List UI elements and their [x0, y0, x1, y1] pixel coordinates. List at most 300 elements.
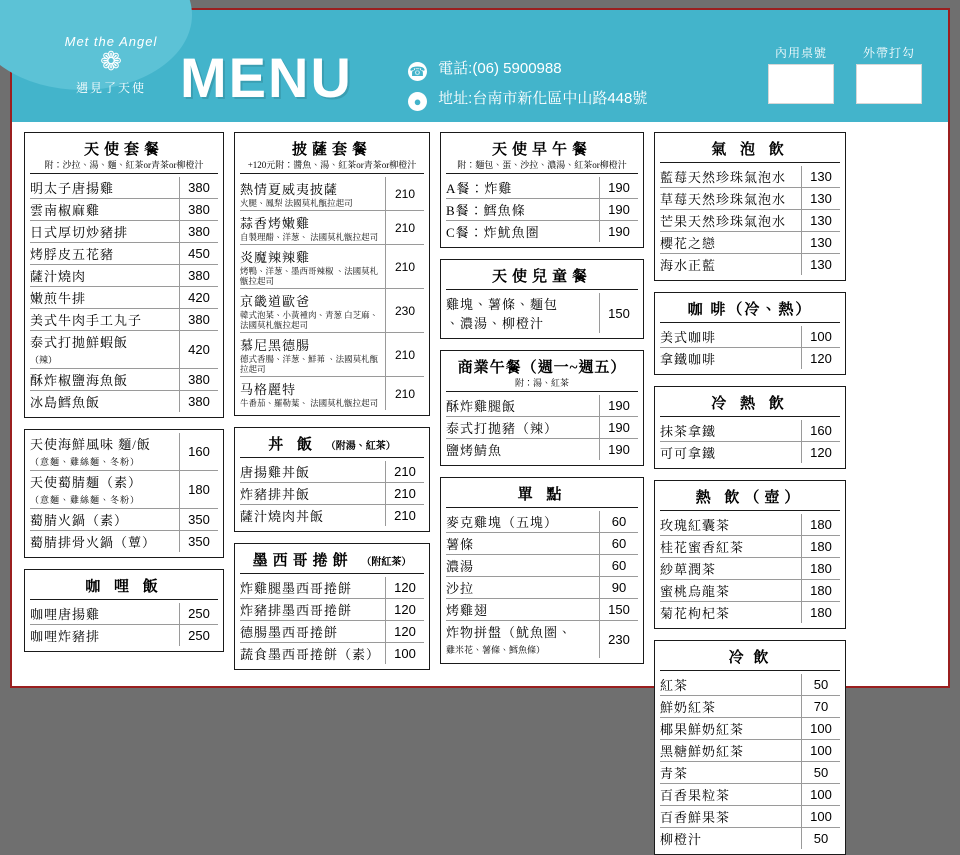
- item-description: 自製理醋、洋葱、 法國莫札甑拉起司: [240, 232, 379, 242]
- takeout-check-field[interactable]: [856, 64, 922, 104]
- item-price: 60: [600, 511, 639, 533]
- item-name: 唐揚雞丼飯: [240, 461, 386, 483]
- divider: [446, 507, 638, 508]
- item-name: 炸豬排墨西哥捲餅: [240, 599, 386, 621]
- item-price: 120: [802, 348, 841, 370]
- dine-in-group: [768, 44, 834, 104]
- address-text: 地址:台南市新化區中山路448號: [438, 90, 648, 107]
- section-note: +120元附：醬魚、湯、紅茶or青茶or柳橙汁: [247, 160, 417, 170]
- page-title: MENU: [180, 46, 353, 109]
- item-name: 芒果天然珍珠氣泡水: [660, 210, 802, 232]
- list-item[interactable]: [30, 531, 218, 553]
- item-name: 薩汁燒肉丼飯: [240, 509, 325, 524]
- item-price: 190: [600, 417, 639, 439]
- item-name: 柳橙汁: [660, 832, 703, 847]
- dine-in-table-field[interactable]: [768, 64, 834, 104]
- item-name: 紅茶: [660, 674, 802, 696]
- list-item[interactable]: [660, 762, 840, 784]
- item-name: B餐：鱈魚條: [446, 199, 600, 221]
- section-title: 單 點: [517, 487, 567, 503]
- list-item[interactable]: [446, 621, 638, 659]
- item-price: 190: [600, 177, 639, 199]
- item-name: 菊花枸杞茶: [660, 606, 731, 621]
- item-name: 濃湯: [446, 555, 600, 577]
- phone-row: [408, 54, 647, 84]
- section-angel-set: [24, 132, 224, 418]
- item-description: 德式香腸、洋葱、鮮茀 、法國莫札甑拉起司: [240, 354, 379, 374]
- item-name: 椰果鮮奶紅茶: [660, 718, 802, 740]
- section-note: 附：麵包、蛋、沙拉、濃湯、紅茶or柳橙汁: [457, 160, 627, 170]
- list-item[interactable]: [30, 433, 218, 471]
- item-price: 100: [802, 806, 841, 828]
- item-name: 泰式打拋豬（辣）: [446, 417, 600, 439]
- item-table: [660, 674, 840, 849]
- item-name-main: 熱情夏威夷披薩: [240, 182, 339, 197]
- list-item[interactable]: [660, 718, 840, 740]
- list-item[interactable]: [240, 377, 424, 411]
- list-item[interactable]: [660, 420, 840, 442]
- item-price: 150: [600, 293, 639, 333]
- item-price: 210: [386, 333, 425, 377]
- item-name: 薯條: [446, 533, 600, 555]
- list-item[interactable]: [446, 395, 638, 417]
- item-price: 150: [600, 599, 639, 621]
- item-price: 130: [802, 166, 841, 188]
- section-cold-drinks: [654, 640, 846, 855]
- item-price: 190: [600, 221, 639, 243]
- list-item[interactable]: [30, 603, 218, 625]
- item-price: 180: [180, 471, 219, 509]
- section-note: 附：湯、紅茶: [514, 378, 569, 388]
- divider: [446, 391, 638, 392]
- section-business-lunch: [440, 350, 644, 466]
- order-boxes: [768, 44, 922, 104]
- item-price: 160: [180, 433, 219, 471]
- list-item[interactable]: [660, 784, 840, 806]
- item-price: 120: [386, 577, 425, 599]
- section-coffee: [654, 292, 846, 375]
- divider: [240, 457, 424, 458]
- item-name: 咖哩炸豬排: [30, 629, 101, 644]
- item-name-main: 雞塊、薯條、麵包: [446, 297, 559, 312]
- list-item[interactable]: [240, 177, 424, 211]
- item-price: 100: [802, 784, 841, 806]
- item-price: 50: [802, 762, 841, 784]
- list-item[interactable]: [30, 331, 218, 369]
- section-title: 熱 飲（壺）: [695, 490, 805, 506]
- list-item[interactable]: [446, 177, 638, 199]
- item-price: 160: [802, 420, 841, 442]
- dine-in-label: 內用桌號: [774, 46, 827, 60]
- item-price: 100: [802, 718, 841, 740]
- list-item[interactable]: [660, 602, 840, 624]
- item-name-sub: （辣）: [30, 355, 58, 365]
- item-price: 210: [386, 505, 425, 527]
- list-item[interactable]: [660, 674, 840, 696]
- item-price: 250: [180, 603, 219, 625]
- list-item[interactable]: [30, 177, 218, 199]
- item-name: [240, 245, 386, 289]
- item-price: 60: [600, 533, 639, 555]
- list-item[interactable]: [446, 293, 638, 333]
- divider: [660, 162, 840, 163]
- section-kids: [440, 259, 644, 339]
- section-hot-drinks: [654, 386, 846, 469]
- section-title: 披薩套餐: [291, 142, 372, 158]
- angel-wings-icon: ❁: [100, 47, 122, 76]
- address-row: [408, 84, 647, 114]
- list-item[interactable]: [30, 309, 218, 331]
- item-price: 380: [180, 369, 219, 391]
- item-name: 雲南椒麻雞: [30, 199, 180, 221]
- item-price: 380: [180, 309, 219, 331]
- item-price: 70: [802, 696, 841, 718]
- section-title: 天使套餐: [83, 142, 164, 158]
- list-item[interactable]: [30, 265, 218, 287]
- item-description: 火腿、鳳梨 法國莫札甑拉起司: [240, 198, 353, 208]
- item-name: [240, 289, 386, 333]
- item-price: 100: [386, 643, 425, 665]
- list-item[interactable]: [660, 210, 840, 232]
- logo-chinese-name: 遇見了天使: [75, 81, 146, 95]
- list-item[interactable]: [240, 333, 424, 377]
- restaurant-logo: [46, 34, 176, 96]
- location-pin-icon: ●: [408, 92, 427, 111]
- item-price: 230: [600, 621, 639, 659]
- item-price: 250: [180, 625, 219, 647]
- item-price: 210: [386, 461, 425, 483]
- list-item[interactable]: [240, 643, 424, 665]
- item-table: [660, 326, 840, 369]
- menu-body: [12, 122, 948, 847]
- item-table: [30, 177, 218, 412]
- item-price: 130: [802, 254, 841, 276]
- item-table: [240, 577, 424, 664]
- item-price: 190: [600, 395, 639, 417]
- item-name: 薥腈火鍋（素）: [30, 509, 180, 531]
- list-item[interactable]: [660, 254, 840, 276]
- item-price: 190: [600, 199, 639, 221]
- list-item[interactable]: [30, 243, 218, 265]
- item-name-main: 蒜香烤嫩雞: [240, 216, 311, 231]
- item-price: 130: [802, 188, 841, 210]
- divider: [30, 599, 218, 600]
- item-name: [240, 177, 386, 211]
- item-table: [660, 420, 840, 463]
- item-name: 可可拿鐵: [660, 446, 717, 461]
- item-name: 藍莓天然珍珠氣泡水: [660, 166, 802, 188]
- item-name: 海水正藍: [660, 258, 717, 273]
- item-price: 380: [180, 221, 219, 243]
- list-item[interactable]: [240, 505, 424, 527]
- phone-text: 電話:(06) 5900988: [438, 60, 562, 77]
- item-table: [446, 395, 638, 460]
- item-name-main: 天使薥腈麵（素）: [30, 475, 143, 490]
- item-name: 拿鐵咖啡: [660, 352, 717, 367]
- list-item[interactable]: [660, 558, 840, 580]
- section-title: 天使早午餐: [491, 142, 592, 158]
- section-a-la-carte: [440, 477, 644, 664]
- item-name: 美式咖啡: [660, 326, 802, 348]
- item-price: 100: [802, 740, 841, 762]
- divider: [660, 416, 840, 417]
- section-title-text: 墨西哥捲餅: [252, 553, 353, 569]
- item-price: 120: [802, 442, 841, 464]
- section-title: 冷 飲: [728, 650, 772, 666]
- item-name-main: 马格麗特: [240, 382, 297, 397]
- item-name: 桂花蜜香紅茶: [660, 536, 802, 558]
- list-item[interactable]: [446, 439, 638, 461]
- item-name: 百香果粒茶: [660, 784, 802, 806]
- list-item[interactable]: [30, 287, 218, 309]
- item-table: [240, 177, 424, 410]
- section-title: 冷 熱 飲: [711, 396, 789, 412]
- item-name: 炸豬排丼飯: [240, 483, 386, 505]
- item-name: 酥炸椒鹽海魚飯: [30, 369, 180, 391]
- divider: [240, 573, 424, 574]
- item-price: 380: [180, 199, 219, 221]
- item-name-main: 泰式打拋鮮蝦飯: [30, 335, 129, 350]
- list-item[interactable]: [660, 536, 840, 558]
- list-item[interactable]: [446, 533, 638, 555]
- section-title: 天使兒童餐: [491, 269, 592, 285]
- item-price: 120: [386, 599, 425, 621]
- item-price: 180: [802, 514, 841, 536]
- item-name: A餐：炸雞: [446, 177, 600, 199]
- item-description: 韓式泡菜、小黃褈肉、青葱 白芝麻、法國莫札甑拉起司: [240, 310, 379, 330]
- item-name-main: 天使海鮮風味 麵/飯: [30, 437, 151, 452]
- list-item[interactable]: [660, 828, 840, 850]
- takeout-label: 外帶打勾: [862, 46, 915, 60]
- menu-column-3: [440, 132, 644, 678]
- item-price: 120: [386, 621, 425, 643]
- item-name: 酥炸雞腿飯: [446, 395, 600, 417]
- item-price: 420: [180, 287, 219, 309]
- item-name: 冰島鱈魚飯: [30, 395, 101, 410]
- section-title: [240, 547, 424, 571]
- menu-column-2: [234, 132, 430, 678]
- item-name-main: 炎魔辣辣雞: [240, 250, 311, 265]
- item-name: [30, 331, 180, 369]
- list-item[interactable]: [660, 326, 840, 348]
- item-price: 380: [180, 391, 219, 413]
- divider: [240, 173, 424, 174]
- list-item[interactable]: [240, 577, 424, 599]
- item-table: [446, 511, 638, 658]
- item-name: 蜜桃烏龍茶: [660, 580, 802, 602]
- item-price: 190: [600, 439, 639, 461]
- divider: [446, 173, 638, 174]
- item-price: 350: [180, 509, 219, 531]
- item-name: 德腸墨西哥捲餅: [240, 621, 386, 643]
- section-curry-rice: [24, 569, 224, 652]
- section-note: 附：沙拉、湯、麵、紅茶or青茶or柳橙汁: [44, 160, 204, 170]
- list-item[interactable]: [30, 471, 218, 509]
- phone-icon: ☎: [409, 64, 426, 79]
- section-pot-tea: [654, 480, 846, 629]
- list-item[interactable]: [240, 211, 424, 245]
- list-item[interactable]: [446, 511, 638, 533]
- section-brunch: [440, 132, 644, 248]
- divider: [446, 289, 638, 290]
- item-price: 130: [802, 232, 841, 254]
- item-table: [446, 293, 638, 333]
- list-item[interactable]: [660, 442, 840, 464]
- item-price: 420: [180, 331, 219, 369]
- divider: [660, 670, 840, 671]
- item-name: [240, 211, 386, 245]
- list-item[interactable]: [660, 514, 840, 536]
- section-title: 商業午餐（週一~週五）: [457, 360, 627, 376]
- list-item[interactable]: [30, 221, 218, 243]
- item-name: 百香鮮果茶: [660, 806, 802, 828]
- item-price: 230: [386, 289, 425, 333]
- list-item[interactable]: [240, 461, 424, 483]
- menu-column-4: [654, 132, 846, 847]
- item-name-main: 慕尼黑德腸: [240, 338, 311, 353]
- list-item[interactable]: [446, 221, 638, 243]
- item-price: 50: [802, 828, 841, 850]
- item-name: [446, 621, 600, 659]
- item-name: [446, 293, 600, 333]
- item-price: 50: [802, 674, 841, 696]
- list-item[interactable]: [660, 232, 840, 254]
- item-name: 抹茶拿鐵: [660, 420, 802, 442]
- item-table: [446, 177, 638, 242]
- item-price: 210: [386, 211, 425, 245]
- item-name: 嫩煎牛排: [30, 287, 180, 309]
- section-angel-seafood: [24, 429, 224, 558]
- divider: [660, 322, 840, 323]
- item-table: [30, 433, 218, 552]
- item-name: 日式厚切炒豬排: [30, 221, 180, 243]
- section-title-text: 丼 飯: [268, 437, 317, 453]
- list-item[interactable]: [446, 417, 638, 439]
- item-table: [660, 514, 840, 623]
- list-item[interactable]: [660, 348, 840, 370]
- item-price: 210: [386, 377, 425, 411]
- item-name: 玫瑰紅囊茶: [660, 514, 802, 536]
- item-price: 210: [386, 177, 425, 211]
- list-item[interactable]: [446, 599, 638, 621]
- item-name: 鮮奶紅茶: [660, 696, 802, 718]
- item-name: 櫻花之戀: [660, 232, 802, 254]
- item-name: 烤雞翅: [446, 599, 600, 621]
- item-name: 炸雞腿墨西哥捲餅: [240, 577, 386, 599]
- section-title: 咖 哩 飯: [85, 579, 163, 595]
- item-price: 450: [180, 243, 219, 265]
- section-note: （附湯、紅茶）: [325, 441, 396, 452]
- list-item[interactable]: [30, 369, 218, 391]
- section-title: 氣 泡 飲: [711, 142, 789, 158]
- item-name: 明太子唐揚雞: [30, 177, 180, 199]
- item-table: [30, 603, 218, 646]
- item-name: 薥腈排骨火鍋（蕈）: [30, 535, 157, 550]
- item-price: 130: [802, 210, 841, 232]
- divider: [660, 510, 840, 511]
- item-name: 烤脬皮五花豬: [30, 243, 180, 265]
- item-price: 100: [802, 326, 841, 348]
- item-name: 黑糖鮮奶紅茶: [660, 740, 802, 762]
- item-price: 350: [180, 531, 219, 553]
- item-name: [30, 471, 180, 509]
- list-item[interactable]: [660, 696, 840, 718]
- section-soda: [654, 132, 846, 281]
- item-price: 180: [802, 558, 841, 580]
- list-item[interactable]: [660, 740, 840, 762]
- section-donburi: [234, 427, 430, 532]
- item-price: 210: [386, 245, 425, 289]
- item-name: 美式牛肉手工丸子: [30, 309, 180, 331]
- section-pizza-set: [234, 132, 430, 416]
- logo-mark-text: Met the Angel: [64, 34, 158, 49]
- list-item[interactable]: [240, 245, 424, 289]
- item-name: 青茶: [660, 762, 802, 784]
- item-name: [240, 377, 386, 411]
- list-item[interactable]: [660, 166, 840, 188]
- section-note: （附紅茶）: [361, 557, 412, 568]
- item-price: 60: [600, 555, 639, 577]
- item-name-sub: 、濃湯、柳橙汁: [446, 316, 545, 331]
- item-name-sub: （意麵、雞絲麵、冬粉）: [30, 495, 141, 505]
- item-price: 380: [180, 177, 219, 199]
- divider: [30, 173, 218, 174]
- list-item[interactable]: [30, 509, 218, 531]
- item-price: 180: [802, 580, 841, 602]
- item-name: 蔬食墨西哥捲餅（素）: [240, 647, 381, 662]
- menu-column-1: [24, 132, 224, 678]
- list-item[interactable]: [446, 577, 638, 599]
- item-description: 烤鴨、洋葱、墨西哥辣椒 、法國莫札甑拉起司: [240, 266, 379, 286]
- item-name-sub: （意麵、雞絲麵、冬粉）: [30, 457, 141, 467]
- item-table: [240, 461, 424, 526]
- list-item[interactable]: [240, 599, 424, 621]
- item-name: 麥克雞塊（五塊）: [446, 511, 600, 533]
- list-item[interactable]: [240, 621, 424, 643]
- item-price: 210: [386, 483, 425, 505]
- section-title: [240, 431, 424, 455]
- item-name: [30, 433, 180, 471]
- list-item[interactable]: [446, 199, 638, 221]
- list-item[interactable]: [30, 199, 218, 221]
- item-price: 180: [802, 602, 841, 624]
- item-price: 380: [180, 265, 219, 287]
- section-burrito: [234, 543, 430, 670]
- list-item[interactable]: [660, 188, 840, 210]
- section-title: 咖 啡（冷、熱）: [687, 302, 813, 318]
- item-name-sub: 雞米花、薯條、鱈魚條）: [446, 645, 546, 655]
- item-name: 草莓天然珍珠氣泡水: [660, 188, 802, 210]
- item-name: 咖哩唐揚雞: [30, 603, 180, 625]
- list-item[interactable]: [30, 391, 218, 413]
- list-item[interactable]: [660, 806, 840, 828]
- item-name: 沙拉: [446, 577, 600, 599]
- item-name-main: 炸物拼盤（魷魚圏、: [446, 625, 573, 640]
- contact-info: [408, 54, 647, 114]
- takeout-group: [856, 44, 922, 104]
- item-name: 薩汁燒肉: [30, 265, 180, 287]
- list-item[interactable]: [240, 483, 424, 505]
- item-name: C餐：炸魷魚圏: [446, 225, 540, 240]
- item-table: [660, 166, 840, 275]
- item-name: [240, 333, 386, 377]
- item-price: 180: [802, 536, 841, 558]
- item-description: 牛番茄、羅勒葉、 法國莫札甑拉起司: [240, 398, 379, 408]
- list-item[interactable]: [446, 555, 638, 577]
- list-item[interactable]: [240, 289, 424, 333]
- list-item[interactable]: [660, 580, 840, 602]
- list-item[interactable]: [30, 625, 218, 647]
